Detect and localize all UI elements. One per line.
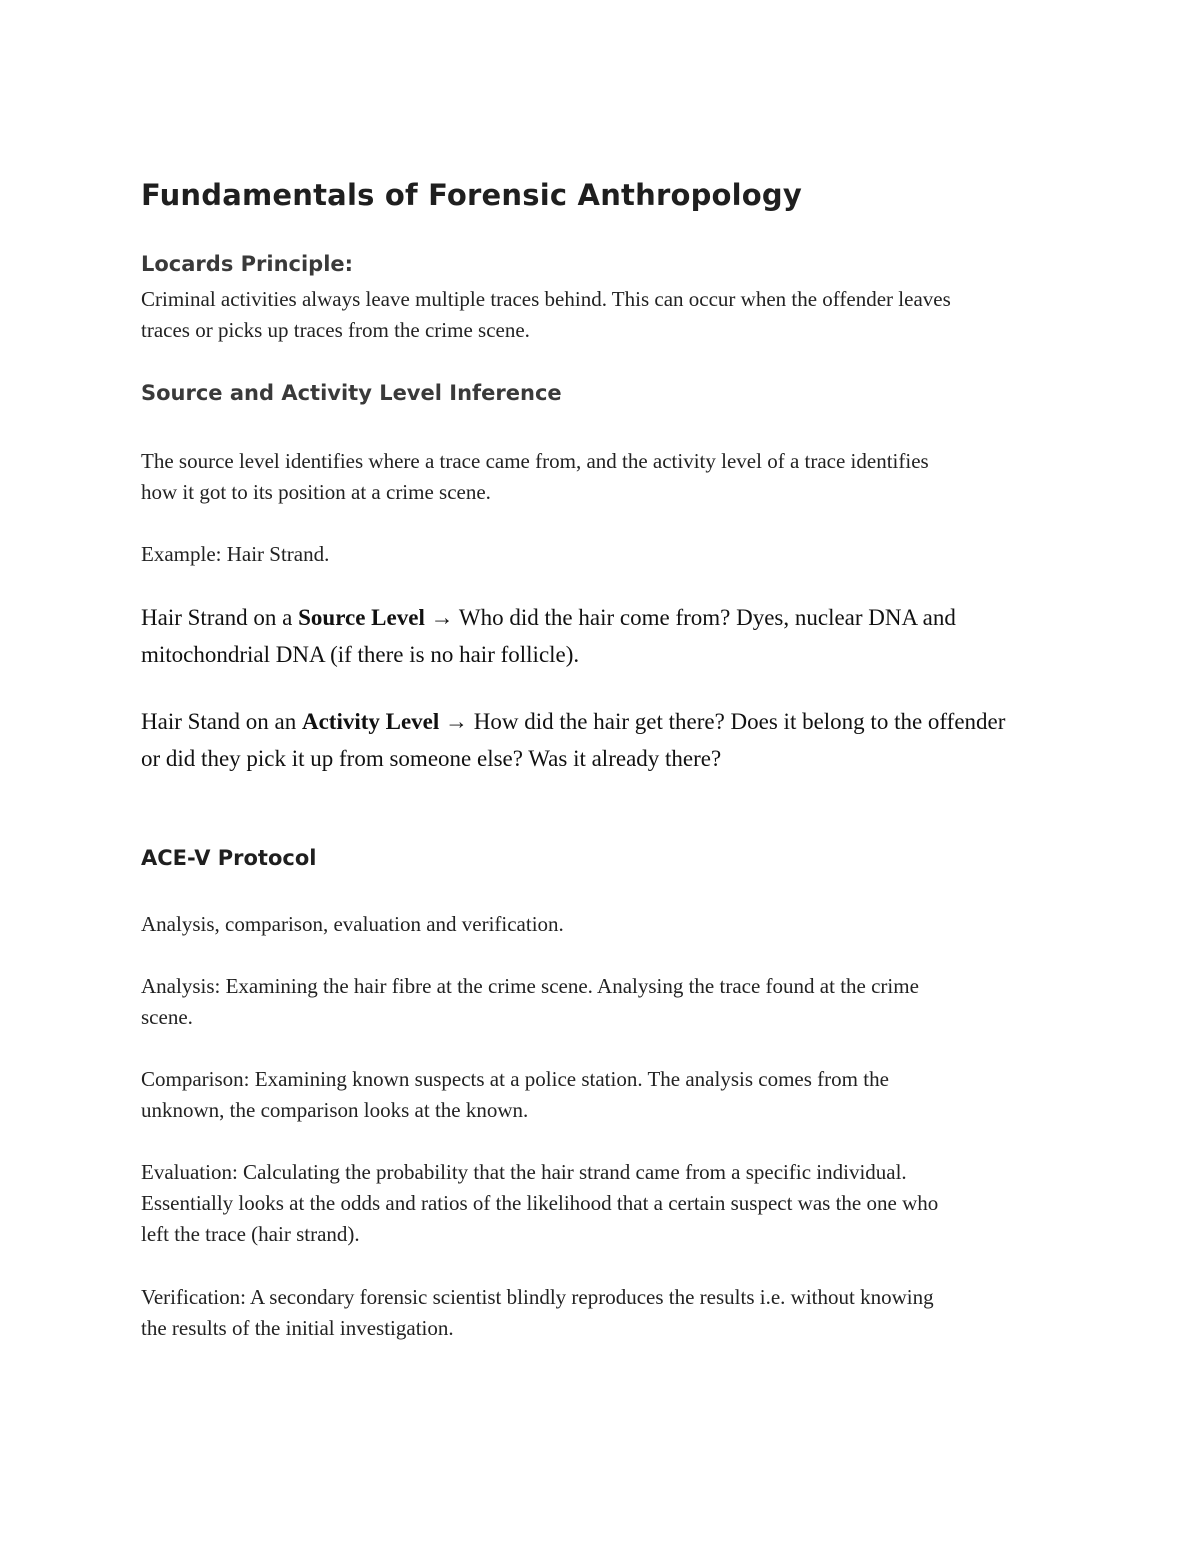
activity-level-prefix: Hair Stand on an: [141, 709, 302, 734]
analysis-line-1: Analysis: Examining the hair fibre at the crime scene. Analysing the trace found at the crime: [141, 974, 919, 998]
comparison-paragraph: [141, 1064, 889, 1126]
document-title: Fundamentals of Forensic Anthropology: [141, 178, 802, 212]
activity-level-paragraph: [141, 703, 1005, 777]
inference-paragraph: [141, 446, 929, 508]
source-level-paragraph: [141, 599, 956, 673]
source-level-prefix: Hair Strand on a: [141, 605, 299, 630]
analysis-line-2: scene.: [141, 1005, 193, 1029]
evaluation-line-1: Evaluation: Calculating the probability that the hair strand came from a specific individual.: [141, 1160, 907, 1184]
verification-line-1: Verification: A secondary forensic scientist blindly reproduces the results i.e. without knowing: [141, 1285, 934, 1309]
verification-paragraph: [141, 1282, 934, 1344]
source-level-rest: → Who did the hair come from? Dyes, nuclear DNA and: [424, 605, 956, 630]
source-level-bold: Source Level: [298, 605, 425, 630]
example-line: Example: Hair Strand.: [141, 542, 330, 566]
activity-level-bold: Activity Level: [301, 709, 440, 734]
source-level-line-2: mitochondrial DNA (if there is no hair follicle).: [141, 642, 580, 667]
inference-heading: Source and Activity Level Inference: [141, 381, 562, 405]
locard-line-2: traces or picks up traces from the crime scene.: [141, 318, 530, 342]
activity-level-line-2: or did they pick it up from someone else? Was it already there?: [141, 746, 722, 771]
comparison-line-2: unknown, the comparison looks at the known.: [141, 1098, 529, 1122]
acev-intro: Analysis, comparison, evaluation and verification.: [141, 912, 564, 936]
analysis-paragraph: [141, 971, 919, 1033]
inference-line-2: how it got to its position at a crime scene.: [141, 480, 491, 504]
comparison-line-1: Comparison: Examining known suspects at a police station. The analysis comes from the: [141, 1067, 889, 1091]
evaluation-paragraph: [141, 1157, 938, 1250]
evaluation-line-2: Essentially looks at the odds and ratios of the likelihood that a certain suspect was the one who: [141, 1191, 939, 1215]
activity-level-rest: → How did the hair get there? Does it belong to the offender: [439, 709, 1006, 734]
acev-heading: ACE-V Protocol: [141, 846, 317, 870]
inference-line-1: The source level identifies where a trace came from, and the activity level of a trace identifies: [141, 449, 929, 473]
locard-paragraph: [141, 284, 951, 346]
locard-heading: Locards Principle:: [141, 252, 354, 276]
evaluation-line-3: left the trace (hair strand).: [141, 1222, 360, 1246]
verification-line-2: the results of the initial investigation.: [141, 1316, 454, 1340]
locard-line-1: Criminal activities always leave multiple traces behind. This can occur when the offender leaves: [141, 287, 951, 311]
